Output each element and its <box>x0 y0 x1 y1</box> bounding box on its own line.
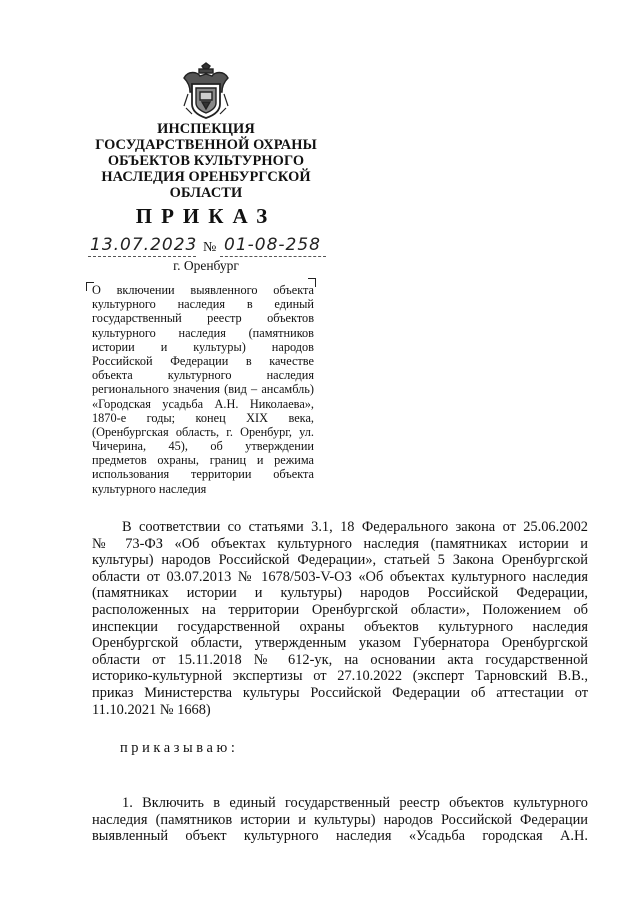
body-line: № 73-ФЗ «Об объектах культурного наследия (памятниках истории и <box>92 535 588 552</box>
body-line: приказ Министерства культуры Российской Федерации об аттестации от <box>92 684 588 701</box>
subject-line: предметов охраны, границ и режима <box>92 453 314 468</box>
body-line: Оренбургской области, утвержденным указом Губернатора Оренбургской <box>92 635 588 652</box>
body-line: культуры) народов Российской Федерации», статьей 5 Закона Оренбургской <box>92 552 588 569</box>
subject-line: Чичерина, 45), об утверждении <box>92 439 314 454</box>
body-line: области от 03.07.2013 № 1678/503-V-ОЗ «Об объектах культурного наследия <box>92 568 588 585</box>
handwritten-number: 01-08-258 <box>224 235 321 255</box>
org-line: ИНСПЕКЦИЯ <box>157 121 255 137</box>
item-line: 1. Включить в единый государственный реестр объектов культурного <box>122 795 588 811</box>
subject-line: культурного наследия (памятников <box>92 325 314 340</box>
subject-line: объекта культурного наследия <box>92 368 314 383</box>
subject-line: культурного наследия <box>92 481 207 496</box>
subject-line: регионального значения (вид – ансамбль) <box>92 382 314 397</box>
date-underline <box>88 256 196 257</box>
city: г. Оренбург <box>173 258 239 273</box>
document-title: ПРИКАЗ <box>135 204 277 228</box>
body-line: области от 15.11.2018 № 612-ук, на основании акта государственной <box>92 651 588 668</box>
subject-line: О включении выявленного объекта <box>92 283 314 297</box>
number-sign: № <box>203 240 217 255</box>
order-item-1 <box>92 795 588 845</box>
subject-line: культурного наследия в единый <box>92 297 314 312</box>
organization-name <box>90 121 322 201</box>
subject-line: истории и культуры) народов <box>92 339 314 354</box>
org-line: ОБЛАСТИ <box>169 185 243 201</box>
subject-line: государственный реестр объектов <box>92 311 314 326</box>
number-underline <box>220 256 326 257</box>
subject-line: (Оренбургская область, г. Оренбург, ул. <box>92 424 314 439</box>
subject-line: Российской Федерации в качестве <box>92 353 314 368</box>
body-line: историко-культурной экспертизы от 27.10.2022 (эксперт Тарновский В.В., <box>92 668 588 685</box>
subject-line: 1870-е годы; конец XIX века, <box>92 410 314 425</box>
coat-of-arms-emblem <box>178 62 234 122</box>
body-line: инспекции государственной охраны объектов культурного наследия <box>92 618 588 635</box>
item-line: наследия (памятников истории и культуры) народов Российской Федерации <box>92 811 588 828</box>
subject-line: использования территории объекта <box>92 467 314 482</box>
body-line: 11.10.2021 № 1668) <box>92 701 211 718</box>
body-line: (памятниках истории и культуры) народов Российской Федерации, <box>92 585 588 602</box>
body-line: расположенных на территории Оренбургской области», Положением об <box>92 601 588 618</box>
body-line: В соответствии со статьями 3.1, 18 Федерального закона от 25.06.2002 <box>122 519 588 535</box>
subject-line: «Городская усадьба А.Н. Николаева», <box>92 396 314 411</box>
subject-block <box>92 283 314 496</box>
order-word: приказываю: <box>120 740 239 756</box>
preamble-paragraph <box>92 519 588 718</box>
item-line: выявленный объект культурного наследия «Усадьба городская А.Н. <box>92 828 588 845</box>
handwritten-date: 13.07.2023 <box>90 235 198 255</box>
org-line: НАСЛЕДИЯ ОРЕНБУРГСКОЙ <box>101 169 311 185</box>
org-line: ОБЪЕКТОВ КУЛЬТУРНОГО <box>107 153 305 169</box>
date-number-line <box>84 235 334 259</box>
org-line: ГОСУДАРСТВЕННОЙ ОХРАНЫ <box>95 137 317 153</box>
